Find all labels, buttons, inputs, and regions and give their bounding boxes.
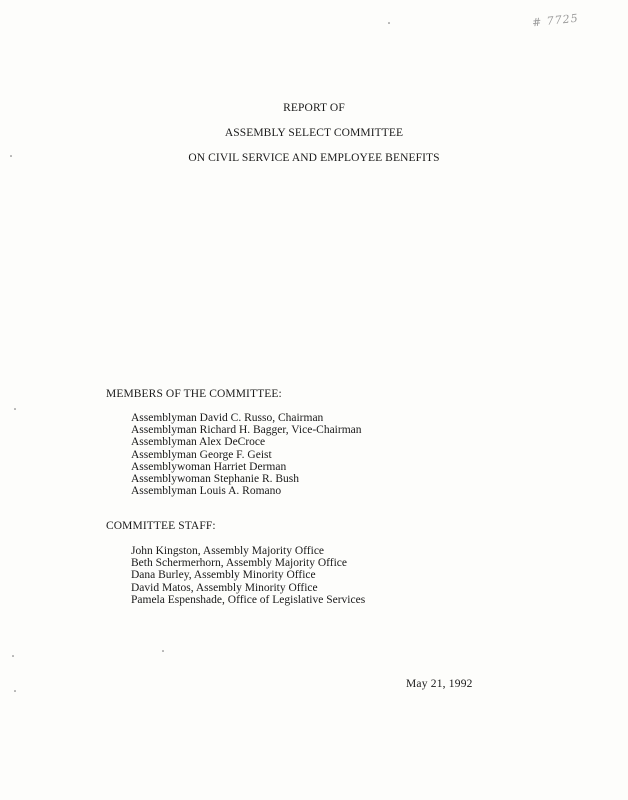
- report-title: [0, 96, 628, 171]
- report-date: May 21, 1992: [406, 678, 473, 690]
- staff-heading: COMMITTEE STAFF:: [106, 520, 216, 532]
- handwritten-note: # 7725: [531, 11, 580, 30]
- list-item: Assemblyman George F. Geist: [131, 448, 272, 461]
- list-item: Assemblyman Louis A. Romano: [131, 485, 282, 498]
- list-item: Assemblyman Richard H. Bagger, Vice-Chairman: [131, 424, 362, 437]
- list-item: David Matos, Assembly Minority Office: [131, 581, 318, 594]
- title-line-1: REPORT OF: [283, 102, 345, 114]
- scan-speck: [388, 22, 390, 24]
- list-item: John Kingston, Assembly Majority Office: [131, 545, 325, 557]
- scan-speck: [14, 408, 16, 410]
- title-line-3: ON CIVIL SERVICE AND EMPLOYEE BENEFITS: [188, 152, 440, 164]
- title-line-2: ASSEMBLY SELECT COMMITTEE: [224, 127, 404, 139]
- scan-speck: [14, 690, 16, 692]
- staff-list: [131, 545, 365, 606]
- members-heading: MEMBERS OF THE COMMITTEE:: [106, 388, 282, 400]
- list-item: Assemblywoman Harriet Derman: [131, 460, 287, 473]
- list-item: Assemblyman David C. Russo, Chairman: [131, 412, 324, 424]
- list-item: Pamela Espenshade, Office of Legislative Services: [131, 593, 366, 606]
- members-list: [131, 412, 362, 497]
- list-item: Dana Burley, Assembly Minority Office: [131, 569, 316, 582]
- list-item: Beth Schermerhorn, Assembly Majority Office: [131, 557, 348, 570]
- scan-speck: [162, 650, 164, 652]
- list-item: Assemblyman Alex DeCroce: [131, 436, 266, 449]
- list-item: Assemblywoman Stephanie R. Bush: [131, 473, 300, 486]
- scan-speck: [12, 655, 14, 657]
